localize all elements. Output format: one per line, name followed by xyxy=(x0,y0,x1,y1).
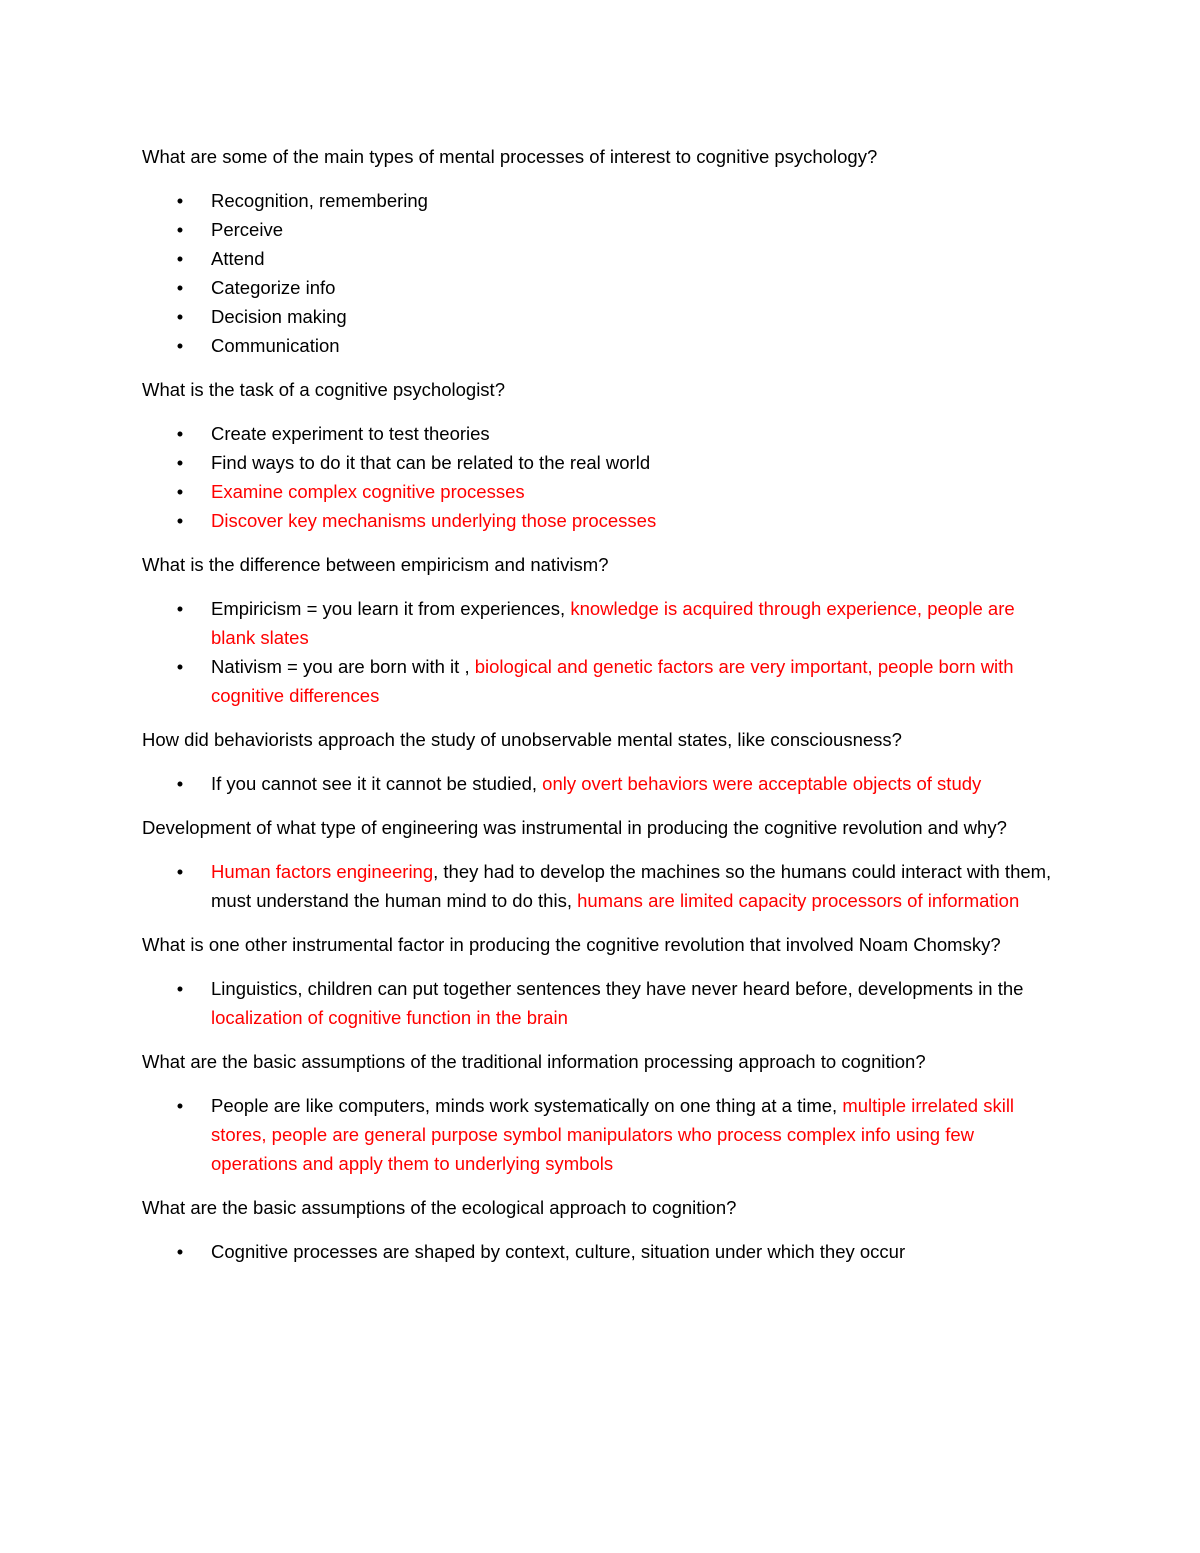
answer-text: Empiricism = you learn it from experiences, xyxy=(211,598,571,619)
answer-item xyxy=(142,331,1062,360)
bullet-icon: • xyxy=(176,277,184,298)
answer-text: , they had to develop the machines so the humans could interact with them, must understand the human mind to do this, xyxy=(211,861,1052,911)
question-text: What are some of the main types of mental processes of interest to cognitive psychology? xyxy=(142,146,878,167)
answer-text: People are like computers, minds work systematically on one thing at a time, xyxy=(211,1095,843,1116)
answer-text: If you cannot see it it cannot be studied, xyxy=(211,773,543,794)
bullet-icon: • xyxy=(176,1241,184,1262)
answer-item xyxy=(142,1091,1062,1178)
answer-list xyxy=(142,1091,1062,1178)
highlighted-answer-text: localization of cognitive function in the brain xyxy=(211,1007,568,1028)
answer-text: Create experiment to test theories xyxy=(211,423,490,444)
question-text: What are the basic assumptions of the traditional information processing approach to cognition? xyxy=(142,1051,926,1072)
bullet-icon: • xyxy=(176,423,184,444)
question-text: What is the difference between empiricism and nativism? xyxy=(142,554,609,575)
document-content xyxy=(142,142,1062,1281)
bullet-icon: • xyxy=(176,248,184,269)
answer-item xyxy=(142,652,1062,710)
highlighted-answer-text: Human factors engineering xyxy=(211,861,434,882)
answer-item xyxy=(142,506,1062,535)
bullet-icon: • xyxy=(176,219,184,240)
answer-item xyxy=(142,594,1062,652)
answer-list xyxy=(142,419,1062,535)
bullet-icon: • xyxy=(176,978,184,999)
answer-item xyxy=(142,215,1062,244)
highlighted-answer-text: knowledge is acquired through experience, people are blank slates xyxy=(211,598,1015,648)
answer-item xyxy=(142,857,1062,915)
answer-list xyxy=(142,974,1062,1032)
answer-text: Perceive xyxy=(211,219,283,240)
bullet-icon: • xyxy=(176,190,184,211)
answer-text: Recognition, remembering xyxy=(211,190,428,211)
answer-list xyxy=(142,857,1062,915)
highlighted-answer-text: Examine complex cognitive processes xyxy=(211,481,525,502)
answer-item xyxy=(142,477,1062,506)
highlighted-answer-text: only overt behaviors were acceptable objects of study xyxy=(542,773,982,794)
bullet-icon: • xyxy=(176,452,184,473)
answer-item xyxy=(142,769,1062,798)
answer-list xyxy=(142,594,1062,710)
bullet-icon: • xyxy=(176,861,184,882)
highlighted-answer-text: multiple irrelated skill stores, people are general purpose symbol manipulators who process complex info using few operations and apply them to underlying symbols xyxy=(211,1095,1015,1174)
answer-item xyxy=(142,448,1062,477)
answer-item xyxy=(142,244,1062,273)
highlighted-answer-text: biological and genetic factors are very important, people born with cognitive differences xyxy=(211,656,1014,706)
highlighted-answer-text: humans are limited capacity processors of information xyxy=(577,890,1020,911)
answer-list xyxy=(142,186,1062,360)
answer-text: Decision making xyxy=(211,306,347,327)
answer-item xyxy=(142,419,1062,448)
question-text: How did behaviorists approach the study of unobservable mental states, like consciousness? xyxy=(142,729,902,750)
question-text: What is the task of a cognitive psychologist? xyxy=(142,379,505,400)
answer-item xyxy=(142,186,1062,215)
answer-list xyxy=(142,769,1062,798)
bullet-icon: • xyxy=(176,335,184,356)
bullet-icon: • xyxy=(176,510,184,531)
answer-text: Cognitive processes are shaped by context, culture, situation under which they occur xyxy=(211,1241,906,1262)
bullet-icon: • xyxy=(176,1095,184,1116)
bullet-icon: • xyxy=(176,598,184,619)
answer-item xyxy=(142,302,1062,331)
question-text: Development of what type of engineering was instrumental in producing the cognitive revolution and why? xyxy=(142,817,1007,838)
answer-text: Communication xyxy=(211,335,340,356)
answer-text: Attend xyxy=(211,248,265,269)
bullet-icon: • xyxy=(176,481,184,502)
answer-text: Categorize info xyxy=(211,277,336,298)
bullet-icon: • xyxy=(176,773,184,794)
answer-item xyxy=(142,273,1062,302)
answer-text: Find ways to do it that can be related to the real world xyxy=(211,452,651,473)
bullet-icon: • xyxy=(176,656,184,677)
question-text: What are the basic assumptions of the ecological approach to cognition? xyxy=(142,1197,737,1218)
bullet-icon: • xyxy=(176,306,184,327)
answer-item xyxy=(142,1237,1062,1266)
answer-list xyxy=(142,1237,1062,1266)
answer-text: Nativism = you are born with it , xyxy=(211,656,475,677)
question-text: What is one other instrumental factor in producing the cognitive revolution that involved Noam Chomsky? xyxy=(142,934,1001,955)
answer-text: Linguistics, children can put together sentences they have never heard before, developments in the xyxy=(211,978,1024,999)
highlighted-answer-text: Discover key mechanisms underlying those processes xyxy=(211,510,657,531)
answer-item xyxy=(142,974,1062,1032)
